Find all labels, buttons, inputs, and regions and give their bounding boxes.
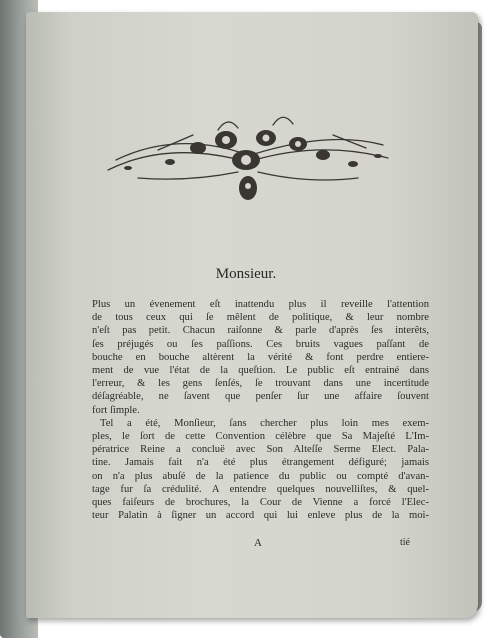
floral-headpiece-icon xyxy=(98,100,398,210)
body-text xyxy=(92,298,429,522)
book-page xyxy=(26,12,478,618)
text-line: bouche en bouche altèrent la vérité & font perdre entiere- xyxy=(92,351,429,363)
text-line: de tous ceux qui ſe mêlent de politique, & leur nombre xyxy=(92,312,429,324)
text-line: déſagréable, ne ſavent que penſer ſur une affaire ſouvent xyxy=(92,391,429,403)
catchword: tié xyxy=(400,537,410,548)
text-line: on n'a plus abuſé de la patience du public ou compté d'avan- xyxy=(92,470,429,482)
text-line: tage fur ſa crédulité. A entendre quelques nouvelliſtes, & quel- xyxy=(92,483,429,495)
text-line: Tel a été, Monſieur, ſans chercher plus loin mes exem- xyxy=(100,417,429,429)
text-line: ples, le ſort de cette Convention célèbre que Sa Majeſté L'Im- xyxy=(92,431,429,443)
text-line: ſes préjugés ou ſes paſſions. Ces bruits vagues paſſant de xyxy=(92,338,429,350)
text-line: teur Palatin à ſigner un accord qui lui enleve plus de la moi- xyxy=(92,510,429,522)
text-line: Plus un évenement eſt inattendu plus il reveille l'attention xyxy=(92,299,429,310)
text-line: n'eſt pas petit. Chacun raiſonne & parle d'après ſes interêts, xyxy=(92,325,429,337)
text-line: fort ſimple. xyxy=(92,404,140,416)
text-line: l'erreur, & les gens ſenſés, ſe trouvant dans une incertitude xyxy=(92,378,429,390)
letter-salutation-heading: Monsieur. xyxy=(215,266,277,282)
signature-mark: A xyxy=(254,537,262,549)
text-line: tine. Jamais fait n'a été plus étrangement défiguré; jamais xyxy=(92,457,429,469)
text-line: pératrice Reine a concluë avec Son Alteſſe Serme Elect. Pala- xyxy=(92,444,429,456)
text-line: ques faiſeurs de brochures, la Cour de Vienne a forcé l'Elec- xyxy=(92,497,429,509)
text-line: ment de vue l'état de la queſtion. Le public eſt entrainé dans xyxy=(92,365,429,377)
